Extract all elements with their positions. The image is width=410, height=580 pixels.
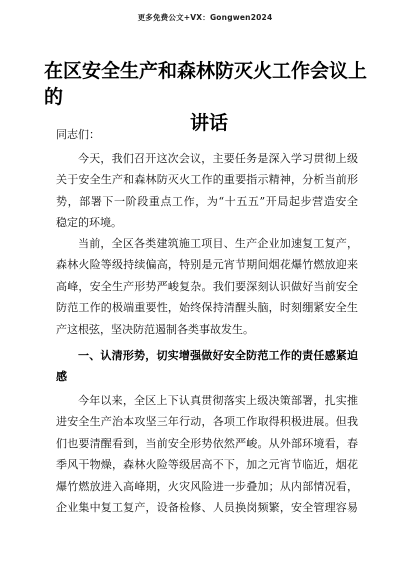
title-line-2: 讲话: [189, 112, 228, 134]
paragraph-line: 企业集中复工复产，设备检修、人员换岗频繁，安全管理容易: [56, 500, 358, 514]
heading-line: 感: [56, 370, 67, 384]
section-heading-1: [56, 345, 358, 388]
paragraph-2: [56, 233, 358, 340]
heading-line: 一、认清形势，切实增强做好安全防范工作的责任感紧迫: [78, 349, 358, 362]
paragraph-line: 产这根弦，坚决防范遏制各类事故发生。: [56, 322, 254, 336]
document-title: [44, 58, 374, 136]
paragraph-line: 季风干物燥，森林火险等级居高不下，加之元宵节临近，烟花: [56, 458, 358, 472]
paragraph-line: 关于安全生产和森林防灭火工作的重要指示精神，分析当前形: [56, 173, 358, 187]
paragraph-line: 当前，全区各类建筑施工项目、生产企业加速复工复产，: [78, 237, 358, 250]
salutation: 同志们：: [56, 128, 100, 141]
watermark-header: 更多免费公文+VX：Gongwen2024: [137, 13, 273, 22]
paragraph-line: 高峰，安全生产形势严峻复杂。我们要深刻认识做好当前安全: [56, 279, 358, 293]
paragraph-line: 们也要清醒看到，当前安全形势依然严峻。从外部环境看，春: [56, 436, 358, 450]
paragraph-line: 稳定的环境。: [56, 216, 122, 230]
paragraph-3: [56, 390, 358, 518]
paragraph-line: 势，部署下一阶段重点工作，为“十五五”开局起步营造安全: [56, 194, 358, 208]
paragraph-line: 爆竹燃放进入高峰期，火灾风险进一步叠加；从内部情况看，: [56, 479, 358, 493]
paragraph-line: 森林火险等级持续偏高，特别是元宵节期间烟花爆竹燃放迎来: [56, 258, 358, 272]
paragraph-line: 今年以来，全区上下认真贯彻落实上级决策部署，扎实推: [78, 394, 358, 407]
paragraph-line: 今天，我们召开这次会议，主要任务是深入学习贯彻上级: [78, 152, 358, 165]
paragraph-1: [56, 148, 358, 234]
paragraph-line: 防范工作的极端重要性，始终保持清醒头脑，时刻绷紧安全生: [56, 301, 358, 315]
paragraph-line: 进安全生产治本攻坚三年行动，各项工作取得积极进展。但我: [56, 415, 358, 429]
title-line-1: 在区安全生产和森林防灭火工作会议上的: [44, 60, 368, 108]
